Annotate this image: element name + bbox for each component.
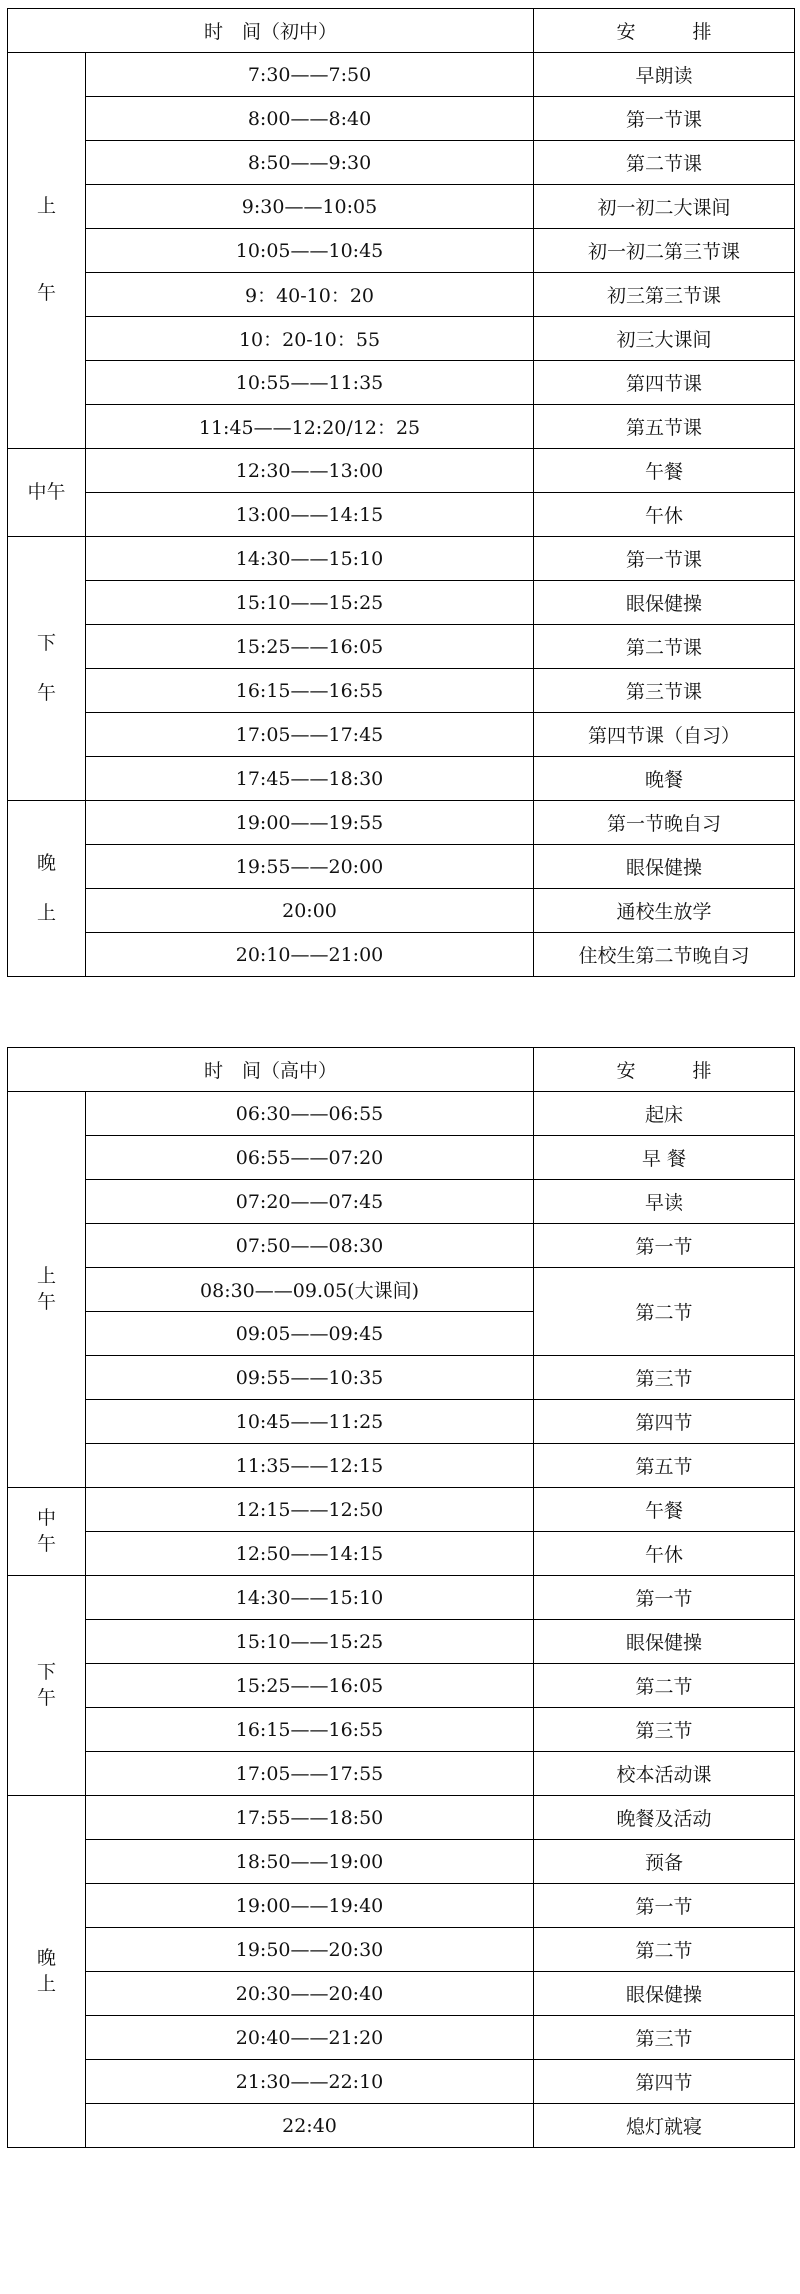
schedule-row — [8, 1224, 795, 1268]
time-cell: 11:35——12:15 — [86, 1444, 534, 1488]
time-cell: 15:25——16:05 — [86, 625, 534, 669]
schedule-row — [8, 141, 795, 185]
schedule-row — [8, 845, 795, 889]
time-cell: 10:45——11:25 — [86, 1400, 534, 1444]
arrangement-cell: 第三节 — [534, 1356, 795, 1400]
schedule-row — [8, 1796, 795, 1840]
arrangement-cell: 初三第三节课 — [534, 273, 795, 317]
period-char: 晚 — [36, 1946, 56, 1969]
arrangement-cell: 晚餐 — [534, 757, 795, 801]
arrangement-cell: 第一节晚自习 — [534, 801, 795, 845]
schedule-row — [8, 97, 795, 141]
arrangement-cell: 午餐 — [534, 449, 795, 493]
arrangement-cell: 第一节课 — [534, 97, 795, 141]
arrangement-cell: 眼保健操 — [534, 1620, 795, 1664]
arrangement-cell: 第四节 — [534, 1400, 795, 1444]
arrangement-cell: 第二节 — [534, 1268, 795, 1356]
schedule-row — [8, 2104, 795, 2148]
period-label — [8, 1092, 86, 1488]
schedule-row — [8, 361, 795, 405]
arrangement-cell: 眼保健操 — [534, 1972, 795, 2016]
arrangement-cell: 早朗读 — [534, 53, 795, 97]
schedule-row — [8, 1664, 795, 1708]
arrangement-cell: 预备 — [534, 1840, 795, 1884]
time-cell: 11:45——12:20/12：25 — [86, 405, 534, 449]
arrangement-cell: 第一节 — [534, 1224, 795, 1268]
time-cell: 15:25——16:05 — [86, 1664, 534, 1708]
time-header: 时 间（高中） — [8, 1048, 534, 1092]
schedule-row — [8, 713, 795, 757]
schedule-row — [8, 1180, 795, 1224]
time-cell: 9：40-10：20 — [86, 273, 534, 317]
time-cell: 9:30——10:05 — [86, 185, 534, 229]
arrangement-cell: 第二节 — [534, 1928, 795, 1972]
time-cell: 09:55——10:35 — [86, 1356, 534, 1400]
schedule-row — [8, 1840, 795, 1884]
arrangement-cell: 住校生第二节晚自习 — [534, 933, 795, 977]
arrangement-cell: 眼保健操 — [534, 845, 795, 889]
time-cell: 14:30——15:10 — [86, 537, 534, 581]
schedule-row — [8, 625, 795, 669]
time-cell: 14:30——15:10 — [86, 1576, 534, 1620]
arrangement-cell: 起床 — [534, 1092, 795, 1136]
time-cell: 10：20-10：55 — [86, 317, 534, 361]
schedule-row — [8, 1928, 795, 1972]
schedule-row — [8, 1752, 795, 1796]
schedule-row — [8, 317, 795, 361]
arrangement-cell: 第四节 — [534, 2060, 795, 2104]
time-cell: 17:45——18:30 — [86, 757, 534, 801]
schedule-row — [8, 669, 795, 713]
schedule-row — [8, 273, 795, 317]
time-cell: 7:30——7:50 — [86, 53, 534, 97]
arrangement-cell: 午餐 — [534, 1488, 795, 1532]
arrangement-cell: 第二节 — [534, 1664, 795, 1708]
arrangement-cell: 第四节课 — [534, 361, 795, 405]
arrangement-cell: 第一节 — [534, 1576, 795, 1620]
header-row — [8, 9, 795, 53]
schedule-row — [8, 933, 795, 977]
arrangement-cell: 午休 — [534, 493, 795, 537]
period-char: 午 — [36, 1532, 56, 1555]
schedule-row — [8, 53, 795, 97]
arrangement-cell: 初一初二第三节课 — [534, 229, 795, 273]
period-char: 下 — [36, 1660, 56, 1683]
time-cell: 09:05——09:45 — [86, 1312, 534, 1356]
time-cell: 22:40 — [86, 2104, 534, 2148]
time-header: 时 间（初中） — [8, 9, 534, 53]
schedule-row — [8, 449, 795, 493]
senior-schedule-table — [7, 1047, 795, 2148]
time-cell: 21:30——22:10 — [86, 2060, 534, 2104]
period-label — [8, 1796, 86, 2148]
arrangement-cell: 眼保健操 — [534, 581, 795, 625]
period-char — [8, 656, 85, 681]
schedule-row — [8, 1356, 795, 1400]
junior-schedule-table — [7, 8, 795, 977]
time-cell: 19:55——20:00 — [86, 845, 534, 889]
period-char: 晚 — [36, 851, 56, 874]
time-cell: 19:00——19:40 — [86, 1884, 534, 1928]
schedule-row — [8, 493, 795, 537]
time-cell: 20:30——20:40 — [86, 1972, 534, 2016]
period-char: 上 — [36, 901, 56, 924]
time-cell: 13:00——14:15 — [86, 493, 534, 537]
schedule-row — [8, 889, 795, 933]
arrangement-cell: 初三大课间 — [534, 317, 795, 361]
schedule-row — [8, 229, 795, 273]
schedule-row — [8, 1532, 795, 1576]
period-char: 午 — [36, 681, 56, 704]
arrangement-cell: 初一初二大课间 — [534, 185, 795, 229]
schedule-row — [8, 1972, 795, 2016]
time-cell: 07:20——07:45 — [86, 1180, 534, 1224]
time-cell: 12:50——14:15 — [86, 1532, 534, 1576]
period-char: 中午 — [27, 480, 66, 503]
time-cell: 19:00——19:55 — [86, 801, 534, 845]
period-label — [8, 537, 86, 801]
schedule-row — [8, 1092, 795, 1136]
period-char: 上 — [36, 1264, 56, 1287]
period-char: 上 — [36, 195, 56, 218]
arrangement-cell: 第二节课 — [534, 625, 795, 669]
schedule-row — [8, 1268, 795, 1312]
time-cell: 15:10——15:25 — [86, 1620, 534, 1664]
schedule-row — [8, 537, 795, 581]
arrangement-cell: 校本活动课 — [534, 1752, 795, 1796]
time-cell: 10:55——11:35 — [86, 361, 534, 405]
arrangement-cell: 通校生放学 — [534, 889, 795, 933]
arrangement-cell: 第三节 — [534, 1708, 795, 1752]
period-char: 午 — [36, 1290, 56, 1313]
time-cell: 20:10——21:00 — [86, 933, 534, 977]
arrangement-header: 安 排 — [534, 9, 795, 53]
schedule-row — [8, 1488, 795, 1532]
period-label — [8, 801, 86, 977]
time-cell: 12:30——13:00 — [86, 449, 534, 493]
period-char: 午 — [36, 281, 56, 304]
period-char: 上 — [36, 1972, 56, 1995]
schedule-row — [8, 1444, 795, 1488]
arrangement-cell: 第二节课 — [534, 141, 795, 185]
arrangement-cell: 第四节课（自习） — [534, 713, 795, 757]
time-cell: 06:30——06:55 — [86, 1092, 534, 1136]
schedule-row — [8, 1884, 795, 1928]
schedule-row — [8, 1400, 795, 1444]
arrangement-cell: 第五节 — [534, 1444, 795, 1488]
arrangement-cell: 第三节 — [534, 2016, 795, 2060]
time-cell: 15:10——15:25 — [86, 581, 534, 625]
arrangement-header: 安 排 — [534, 1048, 795, 1092]
period-label — [8, 449, 86, 537]
time-cell: 20:40——21:20 — [86, 2016, 534, 2060]
schedule-row — [8, 405, 795, 449]
period-label — [8, 1488, 86, 1576]
period-char: 中 — [36, 1506, 56, 1529]
schedule-row — [8, 757, 795, 801]
time-cell: 07:50——08:30 — [86, 1224, 534, 1268]
arrangement-cell: 早 餐 — [534, 1136, 795, 1180]
time-cell: 8:50——9:30 — [86, 141, 534, 185]
schedule-row — [8, 801, 795, 845]
schedule-row — [8, 1576, 795, 1620]
time-cell: 12:15——12:50 — [86, 1488, 534, 1532]
schedule-row — [8, 1620, 795, 1664]
time-cell: 17:55——18:50 — [86, 1796, 534, 1840]
time-cell: 8:00——8:40 — [86, 97, 534, 141]
time-cell: 20:00 — [86, 889, 534, 933]
schedule-row — [8, 2060, 795, 2104]
arrangement-cell: 第三节课 — [534, 669, 795, 713]
time-cell: 08:30——09.05(大课间) — [86, 1268, 534, 1312]
time-cell: 10:05——10:45 — [86, 229, 534, 273]
arrangement-cell: 午休 — [534, 1532, 795, 1576]
schedule-row — [8, 1708, 795, 1752]
time-cell: 06:55——07:20 — [86, 1136, 534, 1180]
header-row — [8, 1048, 795, 1092]
schedule-row — [8, 2016, 795, 2060]
period-char: 午 — [36, 1686, 56, 1709]
arrangement-cell: 早读 — [534, 1180, 795, 1224]
period-label — [8, 1576, 86, 1796]
time-cell: 16:15——16:55 — [86, 1708, 534, 1752]
period-char: 下 — [36, 631, 56, 654]
arrangement-cell: 晚餐及活动 — [534, 1796, 795, 1840]
arrangement-cell: 熄灯就寝 — [534, 2104, 795, 2148]
time-cell: 16:15——16:55 — [86, 669, 534, 713]
arrangement-cell: 第五节课 — [534, 405, 795, 449]
time-cell: 18:50——19:00 — [86, 1840, 534, 1884]
time-cell: 17:05——17:45 — [86, 713, 534, 757]
schedule-row — [8, 581, 795, 625]
time-cell: 17:05——17:55 — [86, 1752, 534, 1796]
schedule-row — [8, 1136, 795, 1180]
period-char — [8, 220, 85, 281]
arrangement-cell: 第一节课 — [534, 537, 795, 581]
arrangement-cell: 第一节 — [534, 1884, 795, 1928]
period-char — [8, 876, 85, 901]
schedule-row — [8, 185, 795, 229]
period-label — [8, 53, 86, 449]
time-cell: 19:50——20:30 — [86, 1928, 534, 1972]
